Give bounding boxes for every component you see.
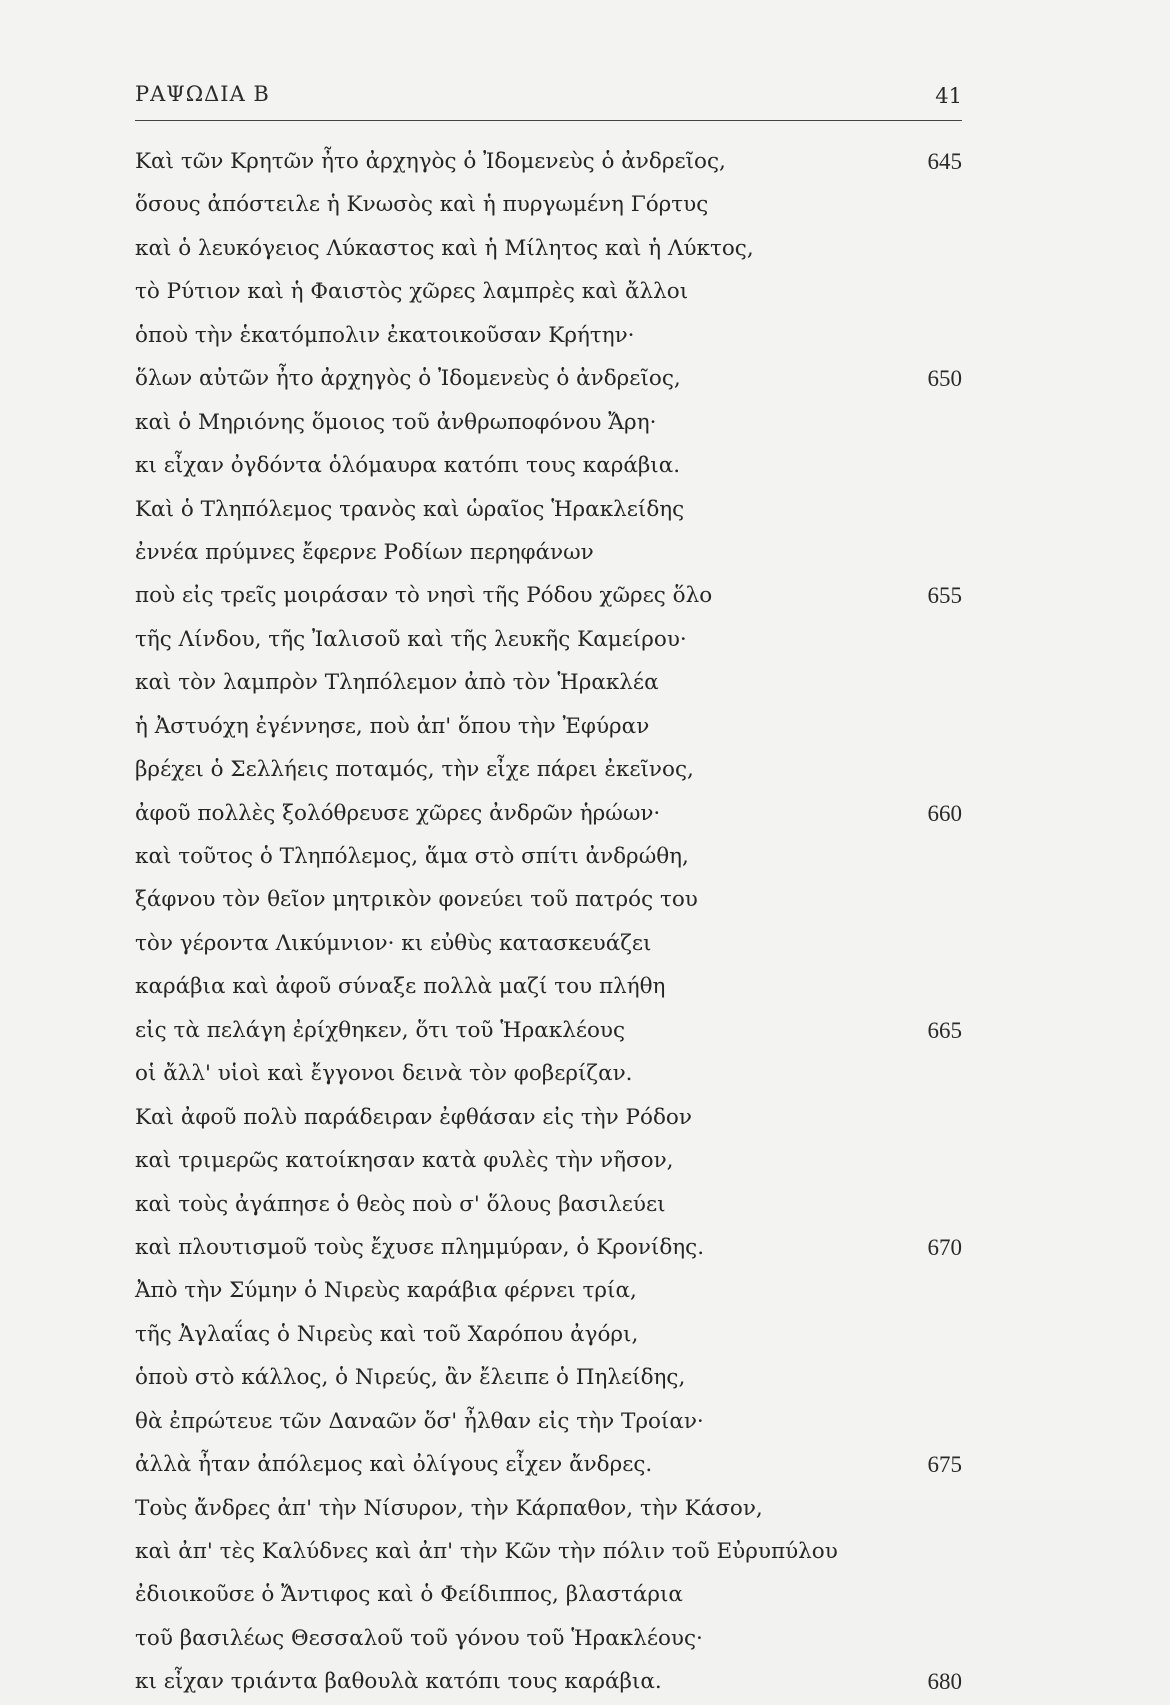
verse-line [135,1443,962,1486]
line-number: 650 [927,366,962,392]
line-number: 675 [927,1452,962,1478]
verse-line [135,705,962,748]
verse-text: Καὶ ἀφοῦ πολὺ παράδειραν ἐφθάσαν εἰς τὴν Ρόδον [135,1104,692,1130]
verse-line [135,1400,962,1443]
verse-line [135,1096,962,1139]
verse-line [135,1356,962,1399]
verse-text: καὶ ἀπ' τὲς Καλύδνες καὶ ἀπ' τὴν Κῶν τὴν πόλιν τοῦ Εὐρυπύλου [135,1539,838,1564]
verse-line [135,227,962,270]
verse-text: καὶ ὁ Μηριόνης ὅμοιος τοῦ ἀνθρωποφόνου Ἄρη· [135,409,657,435]
verse-line [135,1530,962,1573]
verse-text: καὶ τοὺς ἀγάπησε ὁ θεὸς ποὺ σ' ὅλους βασιλεύει [135,1191,666,1217]
verse-line [135,1573,962,1616]
verse-line [135,1139,962,1182]
verse-text: βρέχει ὁ Σελλήεις ποταμός, τὴν εἶχε πάρει ἐκεῖνος, [135,757,694,783]
verse-line [135,1313,962,1356]
verse-line [135,574,962,617]
verse-line [135,1052,962,1095]
verse-line [135,1226,962,1269]
verse-line [135,878,962,921]
verse-text: κι εἶχαν ὀγδόντα ὁλόμαυρα κατόπι τους καράβια. [135,453,681,479]
verse-text: ξάφνου τὸν θεῖον μητρικὸν φονεύει τοῦ πατρός του [135,887,698,913]
verse-line [135,792,962,835]
verse-text: ὁποὺ τὴν ἑκατόμπολιν ἐκατοικοῦσαν Κρήτην· [135,322,635,348]
verse-line [135,835,962,878]
line-number: 665 [927,1017,962,1043]
verse-text: ὁποὺ στὸ κάλλος, ὁ Νιρεύς, ἂν ἔλειπε ὁ Πηλείδης, [135,1365,686,1391]
page-header [135,82,962,122]
verse-line [135,531,962,574]
header-rule [135,120,962,121]
running-head: ΡΑΨΩΔΙΑ Β [135,82,270,106]
verse-text: καὶ τὸν λαμπρὸν Τληπόλεμον ἀπὸ τὸν Ἡρακλέα [135,670,659,696]
verse-text: καὶ τοῦτος ὁ Τληπόλεμος, ἅμα στὸ σπίτι ἀνδρώθη, [135,844,689,869]
verse-line [135,748,962,791]
verse-line [135,314,962,357]
verse-line [135,140,962,183]
line-number: 670 [927,1234,962,1260]
verse-line [135,922,962,965]
verse-text: οἱ ἄλλ' υἱοὶ καὶ ἔγγονοι δεινὰ τὸν φοβερίζαν. [135,1061,633,1087]
verse-text: ἀλλὰ ἦταν ἀπόλεμος καὶ ὀλίγους εἶχεν ἄνδρες. [135,1452,653,1478]
verse-text: ἐννέα πρύμνες ἔφερνε Ροδίων περηφάνων [135,539,594,565]
verse-line [135,444,962,487]
verse-text: ἡ Ἀστυόχη ἐγέννησε, ποὺ ἀπ' ὅπου τὴν Ἐφύραν [135,713,650,739]
page-number: 41 [935,84,962,108]
verse-text: τοῦ βασιλέως Θεσσαλοῦ τοῦ γόνου τοῦ Ἡρακλέους· [135,1625,703,1651]
verse-text: ἐδιοικοῦσε ὁ Ἄντιφος καὶ ὁ Φείδιππος, βλαστάρια [135,1582,683,1608]
verse-line [135,401,962,444]
verse-text: ὅλων αὐτῶν ἦτο ἀρχηγὸς ὁ Ἰδομενεὺς ὁ ἀνδρεῖος, [135,366,681,392]
verse-text: εἰς τὰ πελάγη ἐρίχθηκεν, ὅτι τοῦ Ἡρακλέους [135,1017,626,1043]
line-number: 680 [927,1669,962,1695]
verse-text: Καὶ τῶν Κρητῶν ἦτο ἀρχηγὸς ὁ Ἰδομενεὺς ὁ ἀνδρεῖος, [135,149,726,174]
verse-text: Ἀπὸ τὴν Σύμην ὁ Νιρεὺς καράβια φέρνει τρία, [135,1278,637,1304]
verse-text: καὶ ὁ λευκόγειος Λύκαστος καὶ ἡ Μίλητος καὶ ἡ Λύκτος, [135,235,754,261]
verse-text: καὶ τριμερῶς κατοίκησαν κατὰ φυλὲς τὴν νῆσον, [135,1148,674,1174]
line-number: 660 [927,800,962,826]
verse-line [135,1269,962,1312]
line-number: 655 [927,583,962,609]
verse-line [135,270,962,313]
verse-text: κι εἶχαν τριάντα βαθουλὰ κατόπι τους καράβια. [135,1669,662,1695]
verse-line [135,357,962,400]
verse-line [135,1660,962,1703]
verse-line [135,1183,962,1226]
verse-text: ἀφοῦ πολλὲς ξολόθρευσε χῶρες ἀνδρῶν ἡρώων· [135,800,661,826]
verse-text: τῆς Λίνδου, τῆς Ἰαλισοῦ καὶ τῆς λευκῆς Καμείρου· [135,626,687,652]
verse-text: τῆς Ἀγλαΐας ὁ Νιρεὺς καὶ τοῦ Χαρόπου ἀγόρι, [135,1321,639,1347]
verse-line [135,618,962,661]
verse-text: τὸ Ρύτιον καὶ ἡ Φαιστὸς χῶρες λαμπρὲς καὶ ἄλλοι [135,279,689,305]
verse-text: Καὶ ὁ Τληπόλεμος τρανὸς καὶ ὡραῖος Ἡρακλείδης [135,496,685,522]
verse-text: ποὺ εἰς τρεῖς μοιράσαν τὸ νησὶ τῆς Ρόδου χῶρες ὅλο [135,583,713,609]
line-number: 645 [927,149,962,174]
verse-line [135,661,962,704]
verse-text: καράβια καὶ ἀφοῦ σύναξε πολλὰ μαζί του πλήθη [135,974,666,1000]
verse-line [135,965,962,1008]
verse-text: καὶ πλουτισμοῦ τοὺς ἔχυσε πλημμύραν, ὁ Κρονίδης. [135,1234,705,1260]
verse-text: θὰ ἐπρώτευε τῶν Δαναῶν ὅσ' ἦλθαν εἰς τὴν Τροίαν· [135,1408,704,1434]
verse-text: τὸν γέροντα Λικύμνιον· κι εὐθὺς κατασκευάζει [135,930,652,956]
verse-line [135,488,962,531]
verse-line [135,1617,962,1660]
verse-line [135,183,962,226]
verse-text: Τοὺς ἄνδρες ἀπ' τὴν Νίσυρον, τὴν Κάρπαθον, τὴν Κάσον, [135,1495,763,1521]
verse-list [135,140,962,1704]
verse-text: ὅσους ἀπόστειλε ἡ Κνωσὸς καὶ ἡ πυργωμένη Γόρτυς [135,192,709,218]
verse-line [135,1487,962,1530]
verse-line [135,1009,962,1052]
